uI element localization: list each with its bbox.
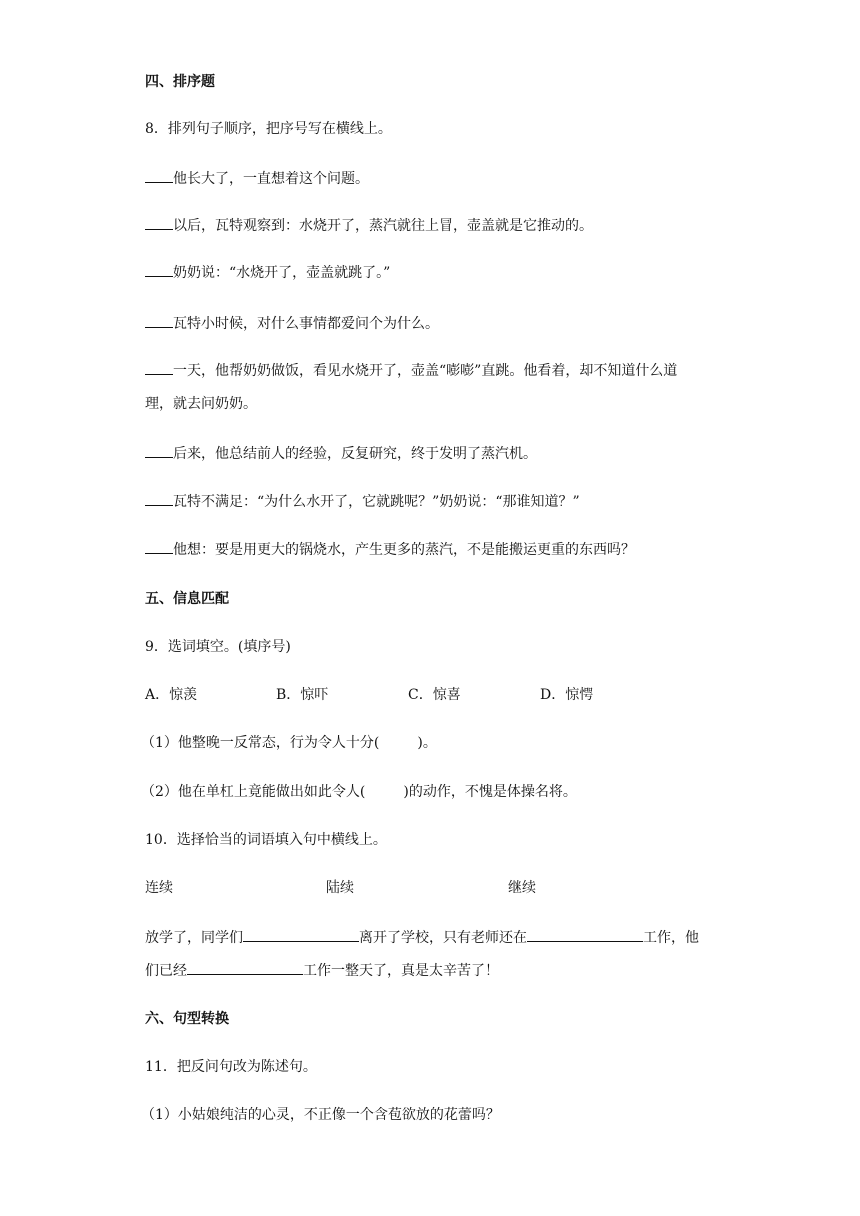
question-10-line-2 bbox=[145, 960, 499, 981]
answer-blank[interactable] bbox=[145, 360, 173, 375]
option-b: B．惊吓 bbox=[276, 687, 329, 703]
sentence-text: 们已经 bbox=[145, 963, 187, 979]
sort-item-text: 瓦特不满足：“为什么水开了，它就跳呢？”奶奶说：“那谁知道？” bbox=[173, 494, 580, 510]
sort-item-5 bbox=[145, 360, 677, 381]
sentence-text: （1）他整晚一反常态，行为令人十分( bbox=[141, 735, 380, 751]
answer-blank[interactable] bbox=[527, 927, 643, 942]
sentence-text: 放学了，同学们 bbox=[145, 930, 243, 946]
sort-item-6 bbox=[145, 443, 537, 464]
sort-item-4 bbox=[145, 313, 439, 334]
sort-item-text: 瓦特小时候，对什么事情都爱问个为什么。 bbox=[173, 316, 439, 332]
question-9-prompt: 9．选词填空。(填序号) bbox=[145, 639, 291, 655]
question-10-prompt: 10．选择恰当的词语填入句中横线上。 bbox=[145, 832, 387, 848]
option-c: C．惊喜 bbox=[408, 687, 461, 703]
sort-item-8 bbox=[145, 539, 635, 560]
answer-blank[interactable] bbox=[145, 491, 173, 506]
question-9-sentence-1 bbox=[141, 733, 437, 753]
sort-item-text: 奶奶说：“水烧开了，壶盖就跳了。” bbox=[173, 265, 391, 281]
option-a: A．惊羡 bbox=[145, 687, 198, 703]
question-9-sentence-2 bbox=[141, 782, 577, 802]
answer-blank[interactable] bbox=[145, 262, 173, 277]
sentence-text: 工作，他 bbox=[643, 930, 699, 946]
sort-item-2 bbox=[145, 215, 593, 236]
answer-blank[interactable] bbox=[145, 313, 173, 328]
question-11-prompt: 11．把反问句改为陈述句。 bbox=[145, 1059, 317, 1075]
sentence-text: )的动作，不愧是体操名将。 bbox=[403, 784, 577, 800]
word-option-1: 连续 bbox=[145, 880, 173, 896]
sort-item-5-continued: 理，就去问奶奶。 bbox=[145, 396, 257, 412]
section-heading-sentence-transform: 六、句型转换 bbox=[145, 1011, 229, 1027]
answer-blank[interactable] bbox=[187, 960, 303, 975]
question-11-sentence-1: （1）小姑娘纯洁的心灵，不正像一个含苞欲放的花蕾吗？ bbox=[141, 1107, 500, 1123]
question-10-line-1 bbox=[145, 927, 699, 948]
sort-item-7 bbox=[145, 491, 580, 512]
sort-item-text: 后来，他总结前人的经验，反复研究，终于发明了蒸汽机。 bbox=[173, 446, 537, 462]
sentence-text: )。 bbox=[417, 735, 437, 751]
sort-item-1 bbox=[145, 168, 369, 189]
section-heading-sort: 四、排序题 bbox=[145, 74, 215, 90]
sort-item-text: 以后，瓦特观察到：水烧开了，蒸汽就往上冒，壶盖就是它推动的。 bbox=[173, 218, 593, 234]
answer-blank[interactable] bbox=[145, 168, 173, 183]
sort-item-text: 他长大了，一直想着这个问题。 bbox=[173, 171, 369, 187]
answer-blank[interactable] bbox=[145, 215, 173, 230]
question-8-prompt: 8．排列句子顺序，把序号写在横线上。 bbox=[145, 121, 392, 137]
word-option-3: 继续 bbox=[508, 880, 536, 896]
option-d: D．惊愕 bbox=[540, 687, 594, 703]
sort-item-text: 他想：要是用更大的锅烧水，产生更多的蒸汽，不是能搬运更重的东西吗？ bbox=[173, 542, 635, 558]
sentence-text: 工作一整天了，真是太辛苦了！ bbox=[303, 963, 499, 979]
answer-blank[interactable] bbox=[243, 927, 359, 942]
answer-blank[interactable] bbox=[145, 443, 173, 458]
sort-item-3 bbox=[145, 262, 390, 283]
word-option-2: 陆续 bbox=[326, 880, 354, 896]
sentence-text: （2）他在单杠上竟能做出如此令人( bbox=[141, 784, 366, 800]
sort-item-text: 一天，他帮奶奶做饭，看见水烧开了，壶盖“嘭嘭”直跳。他看着，却不知道什么道 bbox=[173, 363, 678, 379]
section-heading-matching: 五、信息匹配 bbox=[145, 591, 229, 607]
answer-blank[interactable] bbox=[145, 539, 173, 554]
sentence-text: 离开了学校，只有老师还在 bbox=[359, 930, 527, 946]
